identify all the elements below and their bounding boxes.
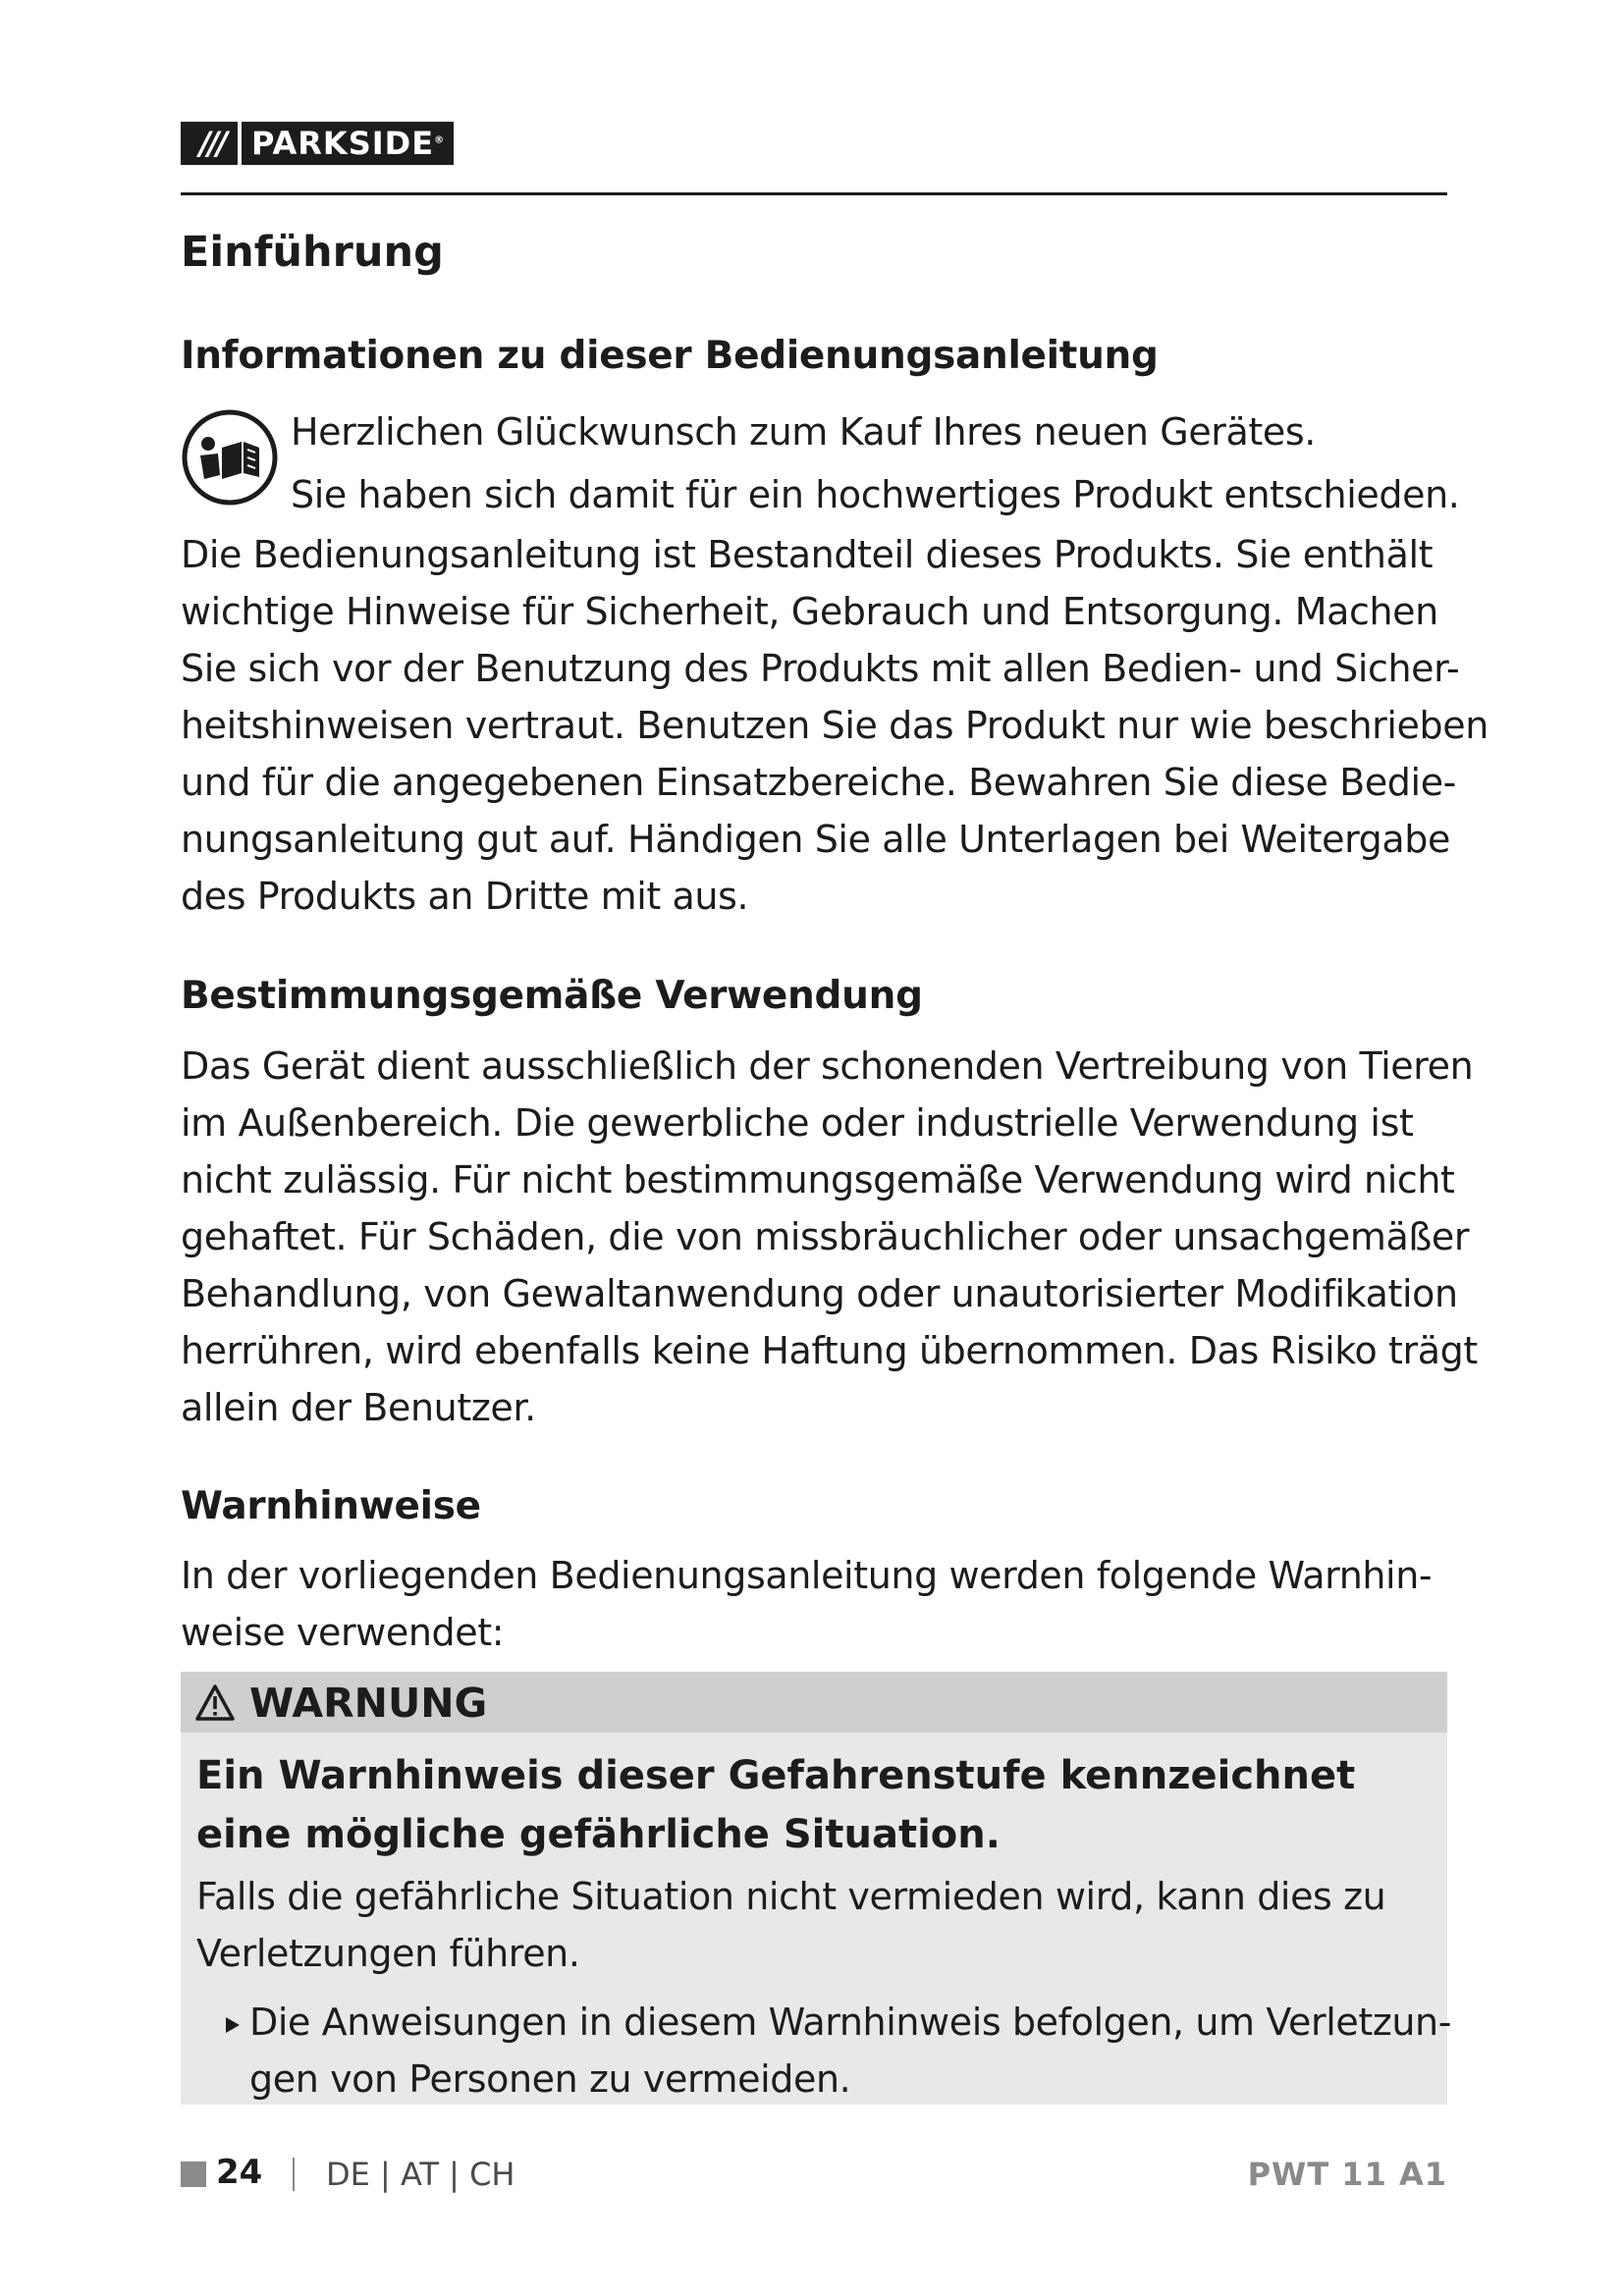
bullet-arrow-icon bbox=[226, 2017, 240, 2033]
use-paragraph bbox=[181, 1038, 1478, 1436]
info-paragraph bbox=[181, 526, 1489, 925]
warning-step-line: gen von Personen zu vermeiden. bbox=[249, 2057, 851, 2101]
info-line: Sie haben sich damit für ein hochwertiges Produkt entschieden. bbox=[291, 473, 1460, 516]
warning-bold-line: eine mögliche gefährliche Situation. bbox=[196, 1812, 1001, 1857]
info-intro bbox=[291, 403, 1460, 523]
warning-step-line bbox=[226, 1994, 1451, 2051]
warning-text bbox=[196, 1868, 1385, 1982]
info-line: nungsanleitung gut auf. Händigen Sie alle Unterlagen bei Weitergabe bbox=[181, 818, 1450, 861]
info-line: und für die angegebenen Einsatzbereiche. Bewahren Sie diese Bedie- bbox=[181, 761, 1456, 804]
use-line: herrühren, wird ebenfalls keine Haftung übernommen. Das Risiko trägt bbox=[181, 1329, 1478, 1372]
logo-wordmark bbox=[242, 125, 445, 162]
warnings-line: In der vorliegenden Bedienungsanleitung werden folgende Warnhin- bbox=[181, 1554, 1433, 1597]
info-line: heitshinweisen vertraut. Benutzen Sie das Produkt nur wie beschrieben bbox=[181, 704, 1489, 747]
use-line: Behandlung, von Gewaltanwendung oder unautorisierter Modifikation bbox=[181, 1272, 1458, 1315]
info-line: des Produkts an Dritte mit aus. bbox=[181, 875, 749, 918]
page-number: 24 bbox=[216, 2153, 263, 2192]
warning-text-line: Falls die gefährliche Situation nicht vermieden wird, kann dies zu bbox=[196, 1875, 1386, 1918]
warning-text-line: Verletzungen führen. bbox=[196, 1932, 580, 1975]
warning-triangle-icon bbox=[194, 1683, 236, 1723]
warnings-line: weise verwendet: bbox=[181, 1611, 505, 1654]
info-line: Sie sich vor der Benutzung des Produkts mit allen Bedien- und Sicher- bbox=[181, 647, 1460, 690]
warning-header bbox=[181, 1672, 1447, 1733]
footer-divider bbox=[293, 2158, 295, 2191]
use-line: im Außenbereich. Die gewerbliche oder industrielle Verwendung ist bbox=[181, 1101, 1414, 1145]
logo-registered-mark: ® bbox=[434, 134, 446, 146]
parkside-logo bbox=[181, 122, 454, 165]
warnings-paragraph bbox=[181, 1547, 1457, 1661]
warnings-section-title: Warnhinweise bbox=[181, 1484, 481, 1528]
logo-name: PARKSIDE bbox=[251, 125, 435, 162]
info-section-title: Informationen zu dieser Bedienungsanleitung bbox=[181, 334, 1159, 378]
use-section-title: Bestimmungsgemäße Verwendung bbox=[181, 974, 923, 1018]
use-line: nicht zulässig. Für nicht bestimmungsgemäße Verwendung wird nicht bbox=[181, 1158, 1455, 1201]
footer-model: PWT 11 A1 bbox=[1247, 2156, 1447, 2193]
logo-slashes: /// bbox=[198, 125, 226, 162]
read-manual-icon bbox=[181, 408, 279, 507]
warning-bold-line: Ein Warnhinweis dieser Gefahrenstufe kennzeichnet bbox=[196, 1753, 1356, 1798]
header-rule bbox=[181, 192, 1447, 195]
info-line: Die Bedienungsanleitung ist Bestandteil dieses Produkts. Sie enthält bbox=[181, 533, 1434, 576]
footer-square-icon bbox=[181, 2162, 206, 2187]
footer-languages: DE | AT | CH bbox=[326, 2156, 515, 2193]
use-line: allein der Benutzer. bbox=[181, 1386, 536, 1429]
warning-label: WARNUNG bbox=[249, 1680, 488, 1727]
info-line: wichtige Hinweise für Sicherheit, Gebrauch und Entsorgung. Machen bbox=[181, 590, 1438, 633]
warning-bold-text bbox=[196, 1746, 1355, 1864]
page-heading: Einführung bbox=[181, 228, 444, 277]
warning-step bbox=[226, 1994, 1451, 2108]
warning-box bbox=[181, 1672, 1452, 2105]
warning-step-text: Die Anweisungen in diesem Warnhinweis befolgen, um Verletzun- bbox=[249, 2001, 1452, 2044]
use-line: gehaftet. Für Schäden, die von missbräuchlicher oder unsachgemäßer bbox=[181, 1215, 1470, 1258]
info-line: Herzlichen Glückwunsch zum Kauf Ihres neuen Gerätes. bbox=[291, 410, 1316, 454]
use-line: Das Gerät dient ausschließlich der schonenden Vertreibung von Tieren bbox=[181, 1044, 1474, 1088]
